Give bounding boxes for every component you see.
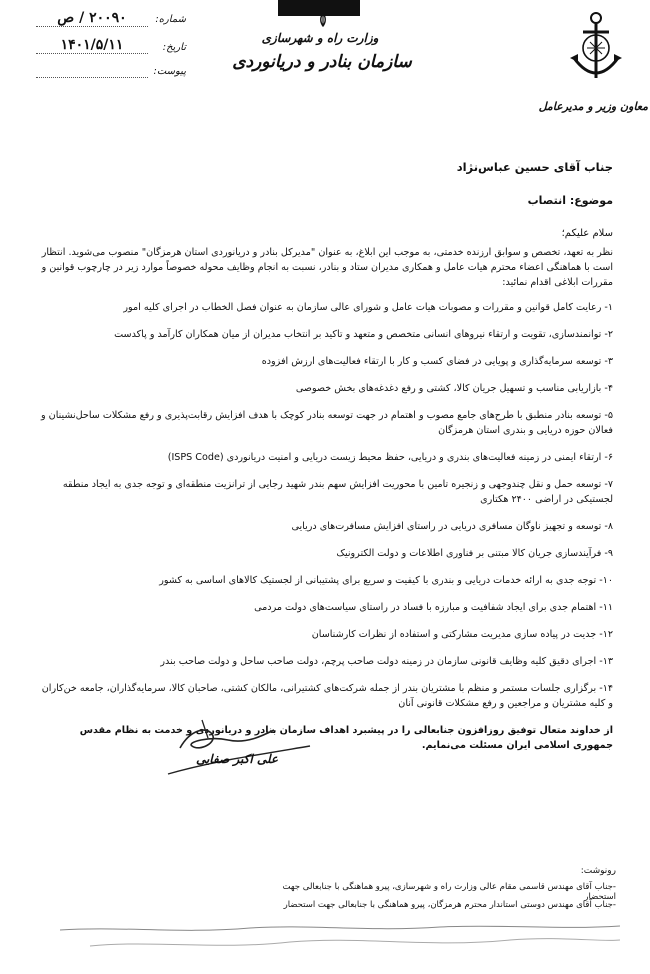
letter-body (38, 245, 613, 753)
list-item-7: ۷- توسعه حمل و نقل چندوجهی و زنجیره تامین با محوریت افزایش سهم بندر شهید رجایی از ترانزیت منطقه‌ای و توجه جدی به ایجاد منطقه لجستیکی در اراضی ۲۴۰۰ هکتاری (62, 479, 613, 505)
list-item-6: ۶- ارتقاء ایمنی در زمینه فعالیت‌های بندری و دریایی، حفظ محیط زیست دریایی و امنیت دریانوردی (ISPS Code) (167, 452, 613, 463)
list-item-1: ۱- رعایت کامل قوانین و مقررات و مصوبات هیات عامل و شورای عالی سازمان به عنوان فصل الخطاب در اجرای کلیه امور (123, 302, 613, 313)
state-emblem-icon (316, 12, 330, 26)
date-value: ۱۴۰۱/۵/۱۱ (36, 37, 148, 54)
attachment-value (36, 76, 148, 78)
logo-caption: معاون وزیر و مدیرعامل (538, 100, 648, 113)
organization-name: سازمان بنادر و دریانوردی (232, 52, 412, 72)
cc-line-1: -جناب آقای مهندس قاسمی مقام عالی وزارت راه و شهرسازی، پیرو هماهنگی با جنابعالی جهت استحضار (282, 882, 616, 902)
list-item-5: ۵- توسعه بنادر منطبق با طرح‌های جامع مصوب و اهتمام در جهت توسعه بنادر کوچک با هدف افزایش رقابت‌پذیری و رفع مشکلات ساحل‌نشینان و فعالان حوزه دریایی و بندری استان هرمزگان (41, 410, 613, 436)
list-item-8: ۸- توسعه و تجهیز ناوگان مسافری دریایی در راستای افزایش مسافرت‌های دریایی (291, 521, 613, 532)
list-item-9: ۹- فرآیندسازی جریان کالا مبتنی بر فناوری اطلاعات و دولت الکترونیک (336, 548, 613, 559)
closing-paragraph: از خداوند متعال توفیق روزافزون جنابعالی را در پیشبرد اهداف سازمان بنادر و دریانوردی و خدمت به نظام مقدس جمهوری اسلامی ایران مسئلت می‌نمایم. (79, 725, 613, 751)
list-item-3: ۳- توسعه سرمایه‌گذاری و پویایی در فضای کسب و کار با ارتقاء فعالیت‌های ارزش افزوده (261, 356, 613, 367)
list-item-11: ۱۱- اهتمام جدی برای ایجاد شفافیت و مبارزه با فساد در راستای سیاست‌های دولت مردمی (254, 602, 613, 613)
recipient: جناب آقای حسین عباس‌نژاد (456, 160, 613, 174)
intro-paragraph: نظر به تعهد، تخصص و سوابق ارزنده خدمتی، به موجب این ابلاغ، به عنوان "مدیرکل بنادر و دریانوردی استان هرمزگان" منصوب می‌شوید. انتظار است با هماهنگی اعضاء محترم هیات عامل و همکاری مدیران ستاد و بنادر، نسبت به انجام وظایف محوله خصوصاً موارد زیر در چارچوب قوانین و مقررات ابلاغی اقدام نمائید: (41, 247, 613, 288)
number-label: شماره: (155, 14, 186, 25)
signatory-name: علی اکبر صفایی (195, 752, 278, 766)
date-label: تاریخ: (162, 42, 186, 53)
cc-label: رونوشت: (580, 866, 616, 876)
number-value: ۲۰۰۹۰ / ص (36, 10, 148, 27)
list-item-12: ۱۲- جدیت در پیاده سازی مدیریت مشارکتی و استفاده از نظرات کارشناسان (311, 629, 613, 640)
cc-line-2: -جناب آقای مهندس دوستی استاندار محترم هرمزگان، پیرو هماهنگی با جنابعالی جهت استحضار (283, 900, 616, 910)
list-item-2: ۲- توانمندسازی، تقویت و ارتقاء نیروهای انسانی متخصص و متعهد و تاکید بر انتخاب مدیران از میان همکاران کارآمد و پاکدست (114, 329, 613, 340)
ministry-name: وزارت راه و شهرسازی (261, 31, 379, 45)
greeting: سلام علیکم؛ (561, 228, 613, 239)
footer-scribbles (60, 922, 620, 962)
subject: موضوع: انتصاب (527, 194, 613, 207)
list-item-4: ۴- بازاریابی مناسب و تسهیل جریان کالا، کشتی و رفع دغدغه‌های بخش خصوصی (295, 383, 613, 394)
list-item-13: ۱۳- اجرای دقیق کلیه وظایف قانونی سازمان در زمینه دولت صاحب پرچم، دولت صاحب ساحل و دولت صاحب بندر (160, 656, 613, 667)
list-item-10: ۱۰- توجه جدی به ارائه خدمات دریایی و بندری با کیفیت و سریع برای پشتیبانی از لجستیک کالاهای اساسی به کشور (159, 575, 613, 586)
attachment-label: پیوست: (153, 66, 186, 77)
list-item-14: ۱۴- برگزاری جلسات مستمر و منظم با مشتریان بندر از جمله شرکت‌های کشتیرانی، مالکان کشتی، صاحبان کالا، سرمایه‌گذاران، جامعه خن‌کاران و کلیه مشتریان و مراجعین و رفع مشکلات قانونی آنان (41, 683, 613, 709)
ports-organization-logo (566, 6, 626, 92)
